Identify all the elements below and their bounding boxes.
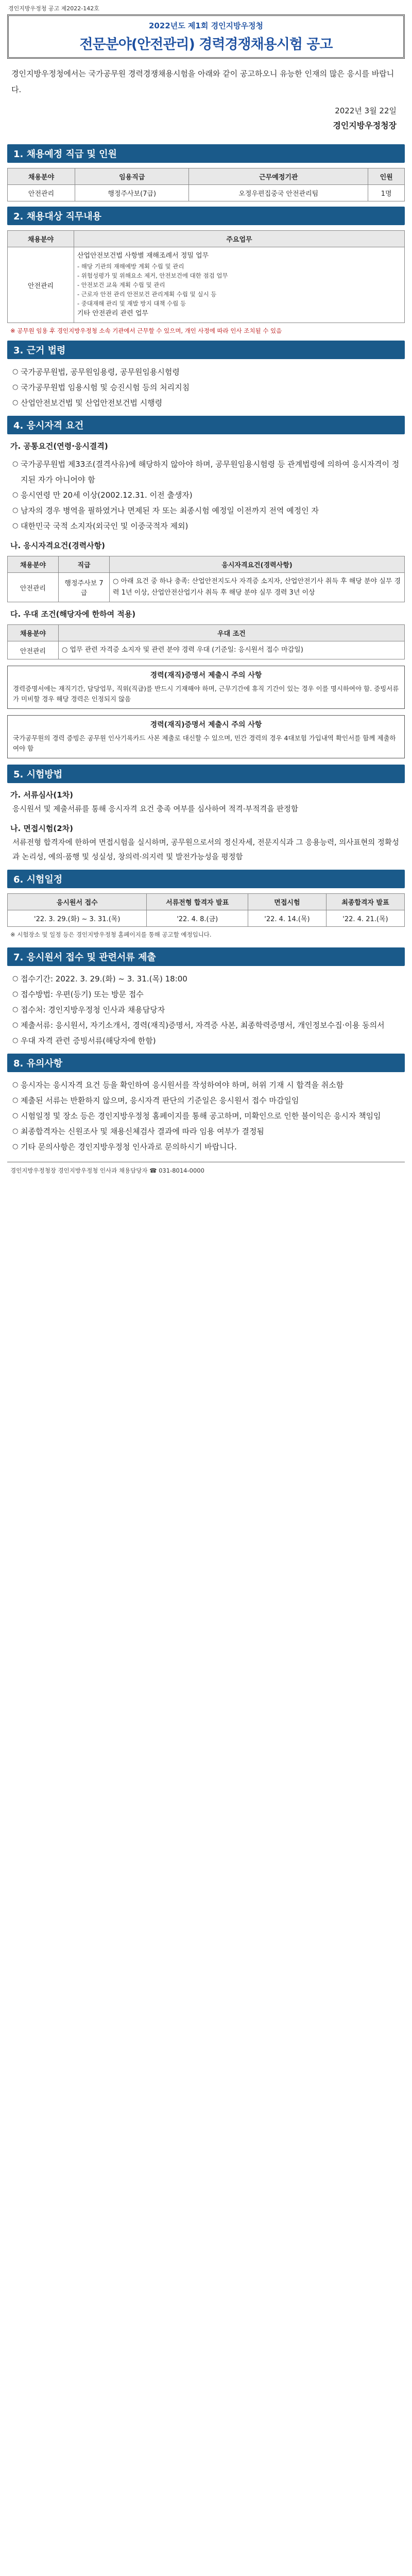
schedule-note: ※ 시험장소 및 일정 등은 경인지방우정청 홈페이지를 통해 공고할 예정입니다.: [10, 931, 212, 938]
table-cell: ○ 아래 요건 중 하나 충족: 산업안전지도사 자격증 소지자, 산업안전기사 취득 후 해당 분야 실무 경력 1년 이상, 산업안전산업기사 취득 후 해당 분야 실무 경력 3년 이상: [110, 573, 405, 602]
experience-table: [7, 556, 405, 602]
section-heading: 1. 채용예정 직급 및 인원: [7, 144, 405, 163]
positions-table: [7, 168, 405, 201]
section-heading: 5. 시험방법: [7, 765, 405, 783]
section-heading: 4. 응시자격 요건: [7, 416, 405, 434]
col-header: 직급: [59, 556, 110, 573]
notes-list: [7, 1077, 405, 1155]
duty-item: - 안전보건 교육 계획 수립 및 관리: [77, 281, 165, 289]
table-cell: 안전관리: [8, 185, 75, 201]
schedule-table: [7, 893, 405, 927]
table-cell: '22. 4. 8.(금): [147, 910, 248, 927]
table-cell: 안전관리: [8, 247, 74, 323]
col-header: 응시자격요건(경력사항): [110, 556, 405, 573]
list-item: ○ 제출서류: 응시원서, 자기소개서, 경력(재직)증명서, 자격증 사본, 최종학력증명서, 개인정보수집·이용 동의서: [12, 1018, 405, 1033]
col-header: 근무예정기관: [189, 168, 368, 185]
list-item: ○ 접수방법: 우편(등기) 또는 방문 접수: [12, 987, 405, 1002]
table-cell: '22. 3. 29.(화) ~ 3. 31.(목): [8, 910, 147, 927]
col-header: 채용분야: [8, 625, 59, 641]
subsection-heading: 가. 공통요건(연령·응시결격): [10, 442, 108, 451]
table-cell: '22. 4. 21.(목): [326, 910, 404, 927]
col-header: 채용분야: [8, 168, 75, 185]
duty-item: 기타 안전관리 관련 업무: [77, 310, 148, 317]
list-item: ○ 시험일정 및 장소 등은 경인지방우정청 홈페이지를 통해 공고하며, 미확인으로 인한 불이익은 응시자 책임임: [12, 1108, 405, 1124]
subsection-heading: 다. 우대 조건(해당자에 한하여 적용): [10, 609, 136, 619]
announcement-page: [0, 0, 412, 1179]
section-laws: [7, 341, 405, 411]
table-row: [8, 910, 405, 927]
preference-table: [7, 624, 405, 659]
list-item: ○ 응시연령 만 20세 이상(2002.12.31. 이전 출생자): [12, 487, 405, 503]
list-item: ○ 국가공무원법, 공무원임용령, 공무원임용시험령: [12, 364, 405, 380]
section-heading: 2. 채용대상 직무내용: [7, 207, 405, 225]
subsection-heading: 나. 면접시험(2차): [10, 824, 74, 833]
section-duties: [7, 207, 405, 335]
announcement-number: 경인지방우정청 공고 제2022-142호: [8, 5, 99, 12]
col-header: 면접시험: [248, 894, 326, 910]
notice-body: 경력증명서에는 재직기간, 담당업무, 직위(직급)를 반드시 기재해야 하며, 근무기간에 휴직 기간이 있는 경우 이를 명시하여야 함. 증빙서류가 미비할 경우 해당 경력은 인정되지 않음: [13, 685, 399, 703]
notice-title: 경력(재직)증명서 제출시 주의 사항: [150, 721, 262, 729]
footer-contact: 경인지방우정청장 경인지방우정청 인사과 채용담당자 ☎ 031-8014-0000: [7, 1162, 405, 1179]
col-header: 응시원서 접수: [8, 894, 147, 910]
application-list: [7, 971, 405, 1048]
section-application: [7, 947, 405, 1048]
list-item: ○ 대한민국 국적 소지자(외국인 및 이중국적자 제외): [12, 518, 405, 534]
section-heading: 8. 유의사항: [7, 1054, 405, 1072]
section-schedule: [7, 870, 405, 942]
year-line: 2022년도 제1회 경인지방우정청: [148, 21, 264, 30]
table-cell: 행정주사보(7급): [75, 185, 189, 201]
paragraph: 응시원서 및 제출서류를 통해 응시자격 요건 충족 여부를 심사하여 적격·부적격을 판정함: [12, 805, 298, 814]
duties-note: ※ 공무원 임용 후 경인지방우정청 소속 기관에서 근무할 수 있으며, 개인 사정에 따라 인사 조치될 수 있음: [10, 327, 282, 334]
notice-box: [7, 715, 405, 758]
table-cell: 1명: [368, 185, 405, 201]
list-item: ○ 기타 문의사항은 경인지방우정청 인사과로 문의하시기 바랍니다.: [12, 1139, 405, 1155]
col-header: 임용직급: [75, 168, 189, 185]
col-header: 최종합격자 발표: [326, 894, 404, 910]
table-cell: ○ 업무 관련 자격증 소지자 및 관련 분야 경력 우대 (기준일: 응시원서 접수 마감일): [59, 641, 405, 659]
list-item: ○ 국가공무원법 임용시험 및 승진시험 등의 처리지침: [12, 380, 405, 395]
list-item: ○ 국가공무원법 제33조(결격사유)에 해당하지 않아야 하며, 공무원임용시험령 등 관계법령에 의하여 응시자격이 정지된 자가 아니어야 함: [12, 456, 405, 487]
paragraph: 서류전형 합격자에 한하여 면접시험을 실시하며, 공무원으로서의 정신자세, 전문지식과 그 응용능력, 의사표현의 정확성과 논리성, 예의·품행 및 성실성, 창의력·의지력 및 발전가능성을 평정함: [12, 839, 399, 861]
duty-item: 산업안전보건법 사항별 재해조례서 정밀 업무: [77, 252, 209, 260]
intro-text: 경인지방우정청에서는 국가공무원 경력경쟁채용시험을 아래와 같이 공고하오니 유능한 인재의 많은 응시를 바랍니다.: [11, 69, 394, 94]
list-item: ○ 응시자는 응시자격 요건 등을 확인하여 응시원서를 작성하여야 하며, 허위 기재 시 합격을 취소함: [12, 1077, 405, 1093]
notice-box: [7, 666, 405, 709]
list-item: ○ 접수기간: 2022. 3. 29.(화) ~ 3. 31.(목) 18:00: [12, 971, 405, 987]
col-header: 우대 조건: [59, 625, 405, 641]
list-item: ○ 우대 자격 관련 증빙서류(해당자에 한함): [12, 1033, 405, 1048]
section-heading: 6. 시험일정: [7, 870, 405, 888]
table-row: [8, 573, 405, 602]
common-requirements-list: [7, 456, 405, 534]
page-title: 전문분야(안전관리) 경력경쟁채용시험 공고: [79, 37, 333, 53]
duties-table: [7, 230, 405, 323]
title-box: [7, 14, 405, 59]
table-cell: 안전관리: [8, 573, 59, 602]
col-header: 채용분야: [8, 231, 74, 247]
list-item: ○ 산업안전보건법 및 산업안전보건법 시행령: [12, 395, 405, 411]
section-eligibility: [7, 416, 405, 758]
table-row: [8, 247, 405, 323]
section-heading: 3. 근거 법령: [7, 341, 405, 359]
issuing-org: 경인지방우정청장: [333, 121, 397, 130]
table-cell: 오정우편집중국 안전관리팀: [189, 185, 368, 201]
subsection-heading: 가. 서류심사(1차): [10, 790, 74, 800]
notice-title: 경력(재직)증명서 제출시 주의 사항: [150, 671, 262, 680]
list-item: ○ 접수처: 경인지방우정청 인사과 채용담당자: [12, 1002, 405, 1018]
duties-cell: [74, 247, 405, 323]
duty-item: - 위험성평가 및 위해요소 제거, 안전보건에 대한 점검 업무: [77, 272, 228, 279]
duty-item: - 해당 기관의 재해예방 계획 수립 및 관리: [77, 263, 184, 270]
table-row: [8, 185, 405, 201]
col-header: 주요업무: [74, 231, 405, 247]
law-list: [7, 364, 405, 411]
announcement-date: 2022년 3월 22일: [335, 106, 397, 115]
duty-item: - 근로자 안전 관리 안전보건 관리계획 수립 및 실시 등: [77, 291, 217, 298]
section-notes: [7, 1054, 405, 1155]
table-cell: 행정주사보 7급: [59, 573, 110, 602]
table-cell: 안전관리: [8, 641, 59, 659]
list-item: ○ 남자의 경우 병역을 필하였거나 면제된 자 또는 최종시험 예정일 이전까지 전역 예정인 자: [12, 503, 405, 518]
table-cell: '22. 4. 14.(목): [248, 910, 326, 927]
duty-item: - 중대재해 관리 및 재발 방지 대책 수립 등: [77, 300, 186, 307]
col-header: 인원: [368, 168, 405, 185]
list-item: ○ 제출된 서류는 반환하지 않으며, 응시자격 판단의 기준일은 응시원서 접수 마감일임: [12, 1093, 405, 1108]
col-header: 서류전형 합격자 발표: [147, 894, 248, 910]
col-header: 채용분야: [8, 556, 59, 573]
section-heading: 7. 응시원서 접수 및 관련서류 제출: [7, 947, 405, 966]
subsection-heading: 나. 응시자격요건(경력사항): [10, 541, 106, 550]
notice-body: 국가공무원의 경력 증빙은 공무원 인사기록카드 사본 제출로 대신할 수 있으며, 민간 경력의 경우 4대보험 가입내역 확인서를 함께 제출하여야 함: [13, 734, 396, 752]
table-row: [8, 641, 405, 659]
list-item: ○ 최종합격자는 신원조사 및 채용신체검사 결과에 따라 임용 여부가 결정됨: [12, 1124, 405, 1139]
section-exam-method: [7, 765, 405, 865]
section-positions: [7, 144, 405, 201]
